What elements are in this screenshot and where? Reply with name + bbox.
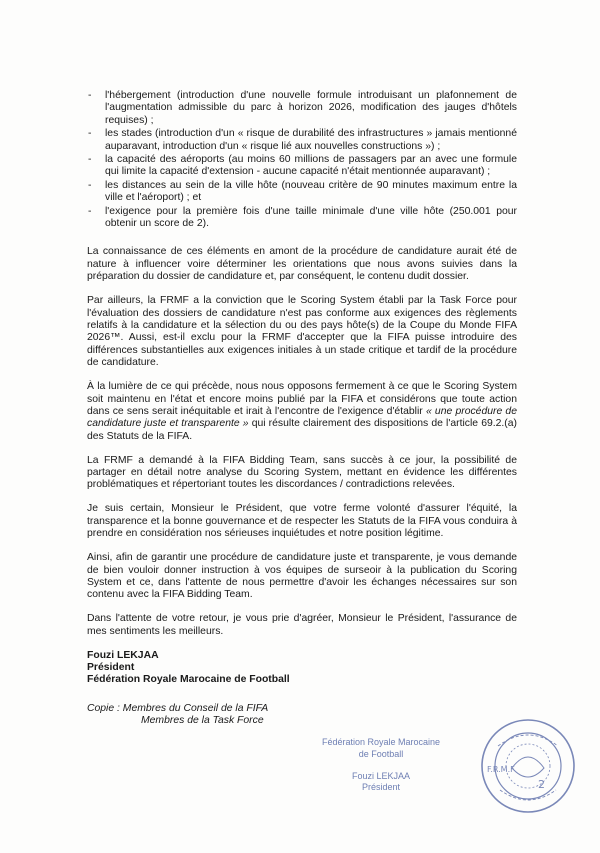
stamp-line: Fédération Royale Marocaine	[321, 737, 441, 747]
paragraph	[87, 381, 517, 443]
closing-paragraph: Dans l'attente de votre retour, je vous prie d'agréer, Monsieur le Président, l'assurance de mes sentiments les meilleurs.	[87, 613, 517, 637]
list-item	[87, 90, 517, 127]
criteria-list	[87, 90, 517, 230]
stamp-line: de Football	[358, 749, 404, 759]
paragraph-text: qui résulte clairement des dispositions de l'article 69.2.(a) des Statuts de la FIFA.	[87, 418, 517, 442]
paragraph: La FRMF a demandé à la FIFA Bidding Team, sans succès à ce jour, la possibilité de partager en détail notre analyse du Scoring System, mettant en évidence les différentes problématiques et répertoriant toutes les discordances / contradictions relevées.	[87, 454, 517, 491]
copy-line: Membres de la Task Force	[141, 715, 264, 727]
list-item-text: les stades (introduction d'un « risque de durabilité des infrastructures » jamais mentionné auparavant, introduction d'un « risque lié aux nouvelles constructions ») ;	[105, 128, 517, 152]
stamp-line: Fouzi LEKJAA	[351, 771, 411, 781]
bullet-marker: -	[88, 179, 92, 191]
bullet-marker: -	[88, 154, 92, 166]
list-item	[87, 128, 517, 153]
list-item-text: l'hébergement (introduction d'une nouvelle formule introduisant un plafonnement de l'augmentation admissible du parc à horizon 2026, modification des jauges d'hôtels requises) ;	[105, 90, 517, 126]
copy-recipients	[87, 703, 517, 728]
paragraph: Ainsi, afin de garantir une procédure de candidature juste et transparente, je vous demande de bien vouloir donner instruction à vos équipes de surseoir à la publication du Scoring System et ce, dans l'attente de nous permettre d'avoir les échanges nécessaires sur son contenu avec la FIFA Bidding Team.	[87, 552, 517, 601]
paragraph: La connaissance de ces éléments en amont de la procédure de candidature aurait été de nature à influencer voire déterminer les orientations que nous avons suivies dans la préparation du dossier de candidature et, par conséquent, le contenu dudit dossier.	[87, 246, 517, 283]
list-item	[87, 206, 517, 231]
federation-seal	[478, 716, 578, 816]
list-item-text: l'exigence pour la première fois d'une taille minimale d'une ville hôte (250.001 pour obtenir un score de 2).	[105, 205, 517, 230]
list-item	[87, 154, 517, 179]
quoted-requirement: « une procédure de candidature juste et transparente »	[87, 405, 517, 430]
signature-block	[87, 650, 517, 687]
copy-line: Copie : Membres du Conseil de la FIFA	[87, 702, 269, 714]
seal-letters: F.R.M.F	[487, 765, 515, 774]
paragraph: Je suis certain, Monsieur le Président, que votre ferme volonté d'assurer l'équité, la transparence et la bonne gouvernance et de respecter les Statuts de la FIFA vous conduira à prendre en considération nos sérieuses inquiétudes et notre position légitime.	[87, 503, 517, 540]
bullet-marker: -	[88, 90, 92, 101]
list-item-text: les distances au sein de la ville hôte (nouveau critère de 90 minutes maximum entre la ville et l'aéroport) ; et	[105, 179, 517, 204]
signatory-title: Président	[87, 661, 135, 673]
bullet-marker: -	[88, 128, 92, 140]
seal-number: 2	[538, 778, 545, 791]
list-item-text: la capacité des aéroports (au moins 60 millions de passagers par an avec une formule qui limite la capacité d'extension - aucune capacité n'était mentionnée auparavant) ;	[105, 154, 517, 178]
seal-icon	[478, 716, 578, 816]
signatory-organization: Fédération Royale Marocaine de Football	[87, 674, 290, 686]
stamp-line: Président	[361, 782, 401, 792]
letter-body	[87, 90, 517, 728]
paragraph: Par ailleurs, la FRMF a la conviction que le Scoring System établi par la Task Force pour l'évaluation des dossiers de candidature n'est pas conforme aux exigences des règlements relatifs à la candidature et la sélection du ou des pays hôte(s) de la Coupe du Monde FIFA 2026™. Aussi, est-il exclu pour la FRMF d'accepter que la FIFA puisse introduire des différences substantielles aux exigences initiales à un stade critique et tardif de la procédure de candidature.	[87, 295, 517, 369]
paragraph-text: À la lumière de ce qui précède, nous nous opposons fermement à ce que le Scoring System soit maintenu en l'état et encore moins publié par la FIFA et considérons que toute action dans ce sens serait inéquitable et irait à l'encontre de l'exigence d'établir	[87, 381, 517, 417]
list-item	[87, 180, 517, 205]
official-stamp	[316, 729, 446, 799]
signatory-name: Fouzi LEKJAA	[87, 649, 159, 661]
bullet-marker: -	[88, 205, 92, 217]
